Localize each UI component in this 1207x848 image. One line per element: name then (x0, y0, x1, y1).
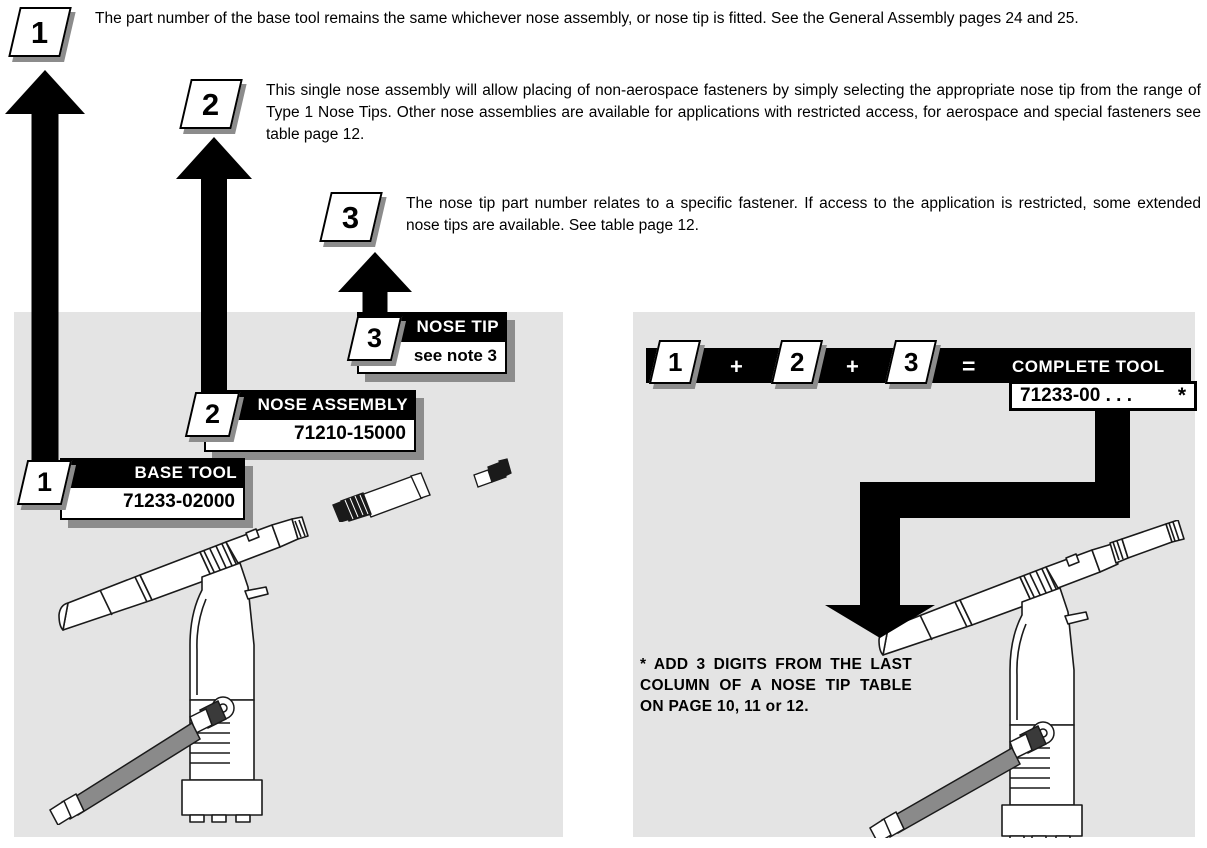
badge-number: 1 (667, 347, 683, 377)
equation-result-label: COMPLETE TOOL (1012, 357, 1165, 376)
equation-plus-2: + (846, 354, 859, 379)
note-badge-1 (14, 7, 66, 57)
callout-part-number: see note 3 (357, 342, 507, 374)
callout-part-number: 71210-15000 (204, 420, 416, 452)
callout-badge-1 (22, 460, 67, 505)
callout-badge-2 (190, 392, 235, 437)
note-badge-3 (325, 192, 377, 242)
arrow-shaft (32, 110, 59, 460)
arrow-head (5, 70, 85, 114)
badge-number: 1 (31, 14, 49, 50)
equation-equals: = (962, 353, 976, 379)
badge-number: 3 (903, 347, 919, 377)
equation-plus-1: + (730, 354, 743, 379)
arrow-shaft (201, 175, 227, 395)
flow-arrow-2 (176, 137, 252, 395)
equation-badge-1 (654, 340, 696, 384)
callout-badge-3 (352, 316, 397, 361)
note-text-3: The nose tip part number relates to a specific fastener. If access to the application is restricted, some extended nose tips are available. See table page 12. (406, 195, 1201, 234)
badge-number: 2 (202, 86, 220, 122)
part-number-value: 71233-00 . . . (1020, 385, 1132, 406)
callout-base-tool (60, 458, 245, 520)
equation-badge-2 (776, 340, 818, 384)
badge-number: 1 (36, 467, 53, 497)
equation-badge-3 (890, 340, 932, 384)
badge-number: 3 (342, 199, 360, 235)
callout-title: NOSE ASSEMBLY (204, 390, 416, 420)
part-number-asterisk: * (1177, 384, 1186, 407)
callout-part-number: 71233-02000 (60, 488, 245, 520)
note-text-1: The part number of the base tool remains the same whichever nose assembly, or nose tip is fitted. See the General Assembly pages 24 and 25. (95, 10, 1079, 27)
arrow-head (176, 137, 252, 179)
note-text-2: This single nose assembly will allow placing of non-aerospace fasteners by simply selecting the appropriate nose tip from the range of Type 1 Nose Tips. Other nose assemblies are available for applications with restricted access, for aerospace and special fasteners see table page 12. (266, 82, 1201, 143)
nose-assembly-part (325, 462, 445, 522)
result-flow-arrow (730, 410, 1130, 640)
badge-number: 3 (366, 323, 383, 353)
complete-tool-part-number (1009, 381, 1197, 411)
footnote-text: * ADD 3 DIGITS FROM THE LAST COLUMN OF A NOSE TIP TABLE ON PAGE 10, 11 or 12. (640, 656, 912, 715)
callout-title: BASE TOOL (60, 458, 245, 488)
callout-title: NOSE TIP (357, 312, 507, 342)
flow-arrow-1 (5, 70, 85, 460)
base-tool-illustration (40, 495, 340, 825)
badge-number: 2 (789, 347, 805, 377)
arrow-head (338, 252, 412, 292)
note-badge-2 (185, 79, 237, 129)
badge-number: 2 (204, 399, 221, 429)
nose-tip-part (468, 455, 516, 495)
